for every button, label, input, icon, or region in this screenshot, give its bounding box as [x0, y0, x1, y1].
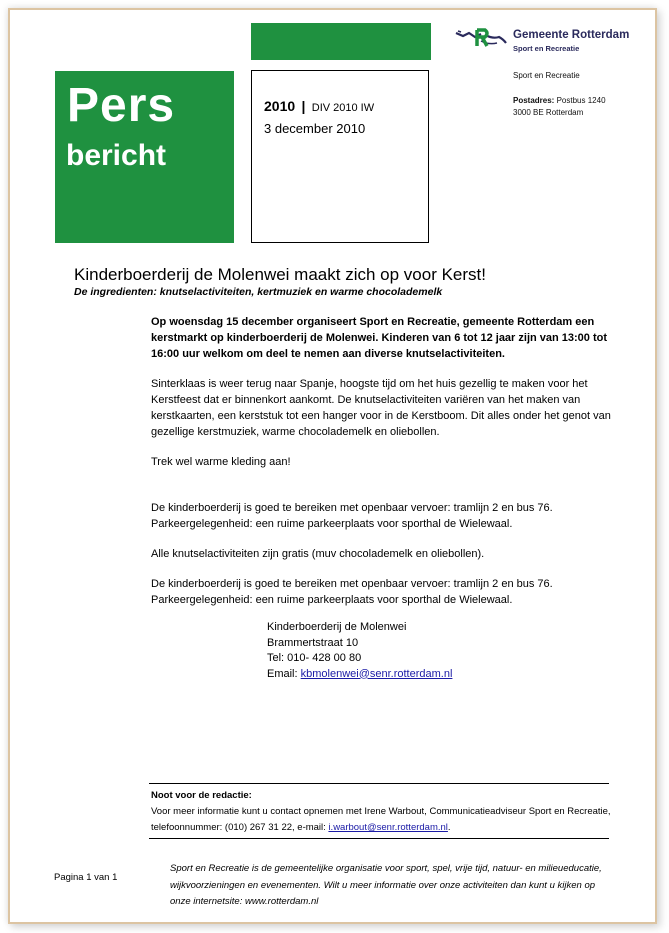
- editor-note: [151, 788, 611, 836]
- postal-box: Postbus 1240: [556, 96, 606, 105]
- parking-line: Parkeergelegenheid: een ruime parkeerplaats voor sporthal de Wielewaal.: [151, 594, 513, 606]
- bericht-label: bericht: [66, 139, 167, 172]
- article-body: [151, 314, 616, 622]
- postal-address: [513, 96, 606, 105]
- address-department: Sport en Recreatie: [513, 71, 580, 80]
- contact-email-line: [267, 667, 452, 683]
- contact-phone: Tel: 010- 428 00 80: [267, 652, 362, 664]
- contact-block: [267, 620, 452, 682]
- header-green-bar: [251, 23, 431, 60]
- divider-top: [149, 783, 609, 784]
- rotterdam-r-logo-icon: [455, 27, 507, 49]
- article-title: Kinderboerderij de Molenwei maakt zich op voor Kerst!: [74, 265, 486, 284]
- transport-line: De kinderboerderij is goed te bereiken met openbaar vervoer: tramlijn 2 en bus 76.: [151, 502, 553, 514]
- divider-bottom: [149, 838, 609, 839]
- postal-city: 3000 BE Rotterdam: [513, 108, 584, 117]
- body-paragraph-warm-clothing: Trek wel warme kleding aan!: [151, 456, 291, 468]
- release-date: 3 december 2010: [264, 121, 366, 136]
- page-number: Pagina 1 van 1: [54, 872, 118, 883]
- postal-label: Postadres:: [513, 96, 555, 105]
- org-name: Gemeente Rotterdam: [513, 29, 630, 41]
- transport-paragraph: [151, 500, 616, 532]
- article-subtitle: De ingredienten: knutselactiviteiten, kertmuziek en warme chocolademelk: [74, 286, 443, 298]
- editor-note-text-wrap: [151, 804, 611, 836]
- footer-about: Sport en Recreatie is de gemeentelijke organisatie voor sport, spel, vrije tijd, natuur- en milieueducatie, wijkvoorzieningen en evenementen. Wilt u meer informatie over onze activiteiten dan kunt u kijken op onze internetsite: www.rotterdam.nl: [170, 863, 602, 907]
- lead-paragraph: Op woensdag 15 december organiseert Sport en Recreatie, gemeente Rotterdam een kerstmarkt op kinderboerderij de Molenwei. Kinderen van 6 tot 12 jaar zijn van 13:00 tot 16:00 uur welkom om deel te nemen aan diverse knutselactiviteiten.: [151, 316, 608, 360]
- editor-note-text: Voor meer informatie kunt u contact opnemen met Irene Warbout, Communicatieadviseur Sport en Recreatie, telefoonnummer: (010) 267 31 22, e-mail:: [151, 806, 611, 833]
- contact-name: Kinderboerderij de Molenwei: [267, 621, 407, 633]
- editor-note-heading: Noot voor de redactie:: [151, 790, 252, 801]
- reference-box: [251, 70, 429, 243]
- contact-email-label: Email:: [267, 667, 301, 680]
- reference-code: DIV 2010 IW: [311, 102, 375, 114]
- org-department: Sport en Recreatie: [513, 44, 580, 53]
- reference-year: 2010: [264, 98, 296, 114]
- editor-note-suffix: .: [447, 822, 451, 833]
- pers-label: Pers: [67, 79, 176, 132]
- reference-line: [264, 98, 374, 114]
- reference-separator: |: [301, 98, 306, 114]
- contact-email-link[interactable]: kbmolenwei@senr.rotterdam.nl: [300, 667, 453, 680]
- contact-street: Brammertstraat 10: [267, 636, 359, 649]
- body-paragraph: Sinterklaas is weer terug naar Spanje, hoogste tijd om het huis gezellig te maken voor het Kerstfeest dat er binnenkort aankomt. De knutselactiviteiten variëren van het maken van kerstkaarten, een kerststuk tot een hanger voor in de Kerstboom. Dit alles onder het genot van gezellige kerstmuziek, warme chocolademelk en oliebollen.: [151, 378, 611, 438]
- editor-note-email-link[interactable]: i.warbout@senr.rotterdam.nl: [328, 822, 448, 833]
- free-activities-note: Alle knutselactiviteiten zijn gratis (muv chocolademelk en oliebollen).: [151, 548, 485, 560]
- transport-line: De kinderboerderij is goed te bereiken met openbaar vervoer: tramlijn 2 en bus 76.: [151, 578, 553, 590]
- parking-line: Parkeergelegenheid: een ruime parkeerplaats voor sporthal de Wielewaal.: [151, 518, 513, 530]
- transport-paragraph-repeat: [151, 576, 616, 608]
